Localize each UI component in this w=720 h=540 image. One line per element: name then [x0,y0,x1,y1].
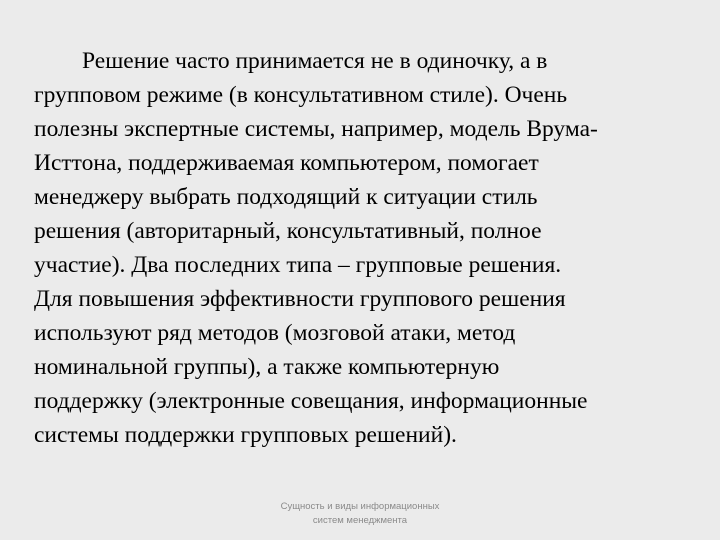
body-line: решения (авторитарный, консультативный, полное [34,218,542,244]
body-line: Исттона, поддерживаемая компьютером, помогает [34,150,539,176]
body-line: полезны экспертные системы, например, модель Врума- [34,116,598,142]
body-line: участие). Два последних типа – групповые решения. [34,252,562,278]
footer-line: систем менеджмента [312,515,408,526]
body-line: номинальной группы), а также компьютерную [34,354,500,380]
body-line: системы поддержки групповых решений). [34,422,457,448]
slide-body-text [34,44,696,452]
body-line: Для повышения эффективности группового решения [34,286,566,312]
slide-footer [210,500,510,528]
body-line: Решение часто принимается не в одиночку, а в [82,48,548,74]
footer-line: Сущность и виды информационных [280,501,440,512]
body-line: групповом режиме (в консультативном стиле). Очень [34,82,568,108]
body-line: используют ряд методов (мозговой атаки, метод [34,320,516,346]
body-line: поддержку (электронные совещания, информационные [34,388,588,414]
body-line: менеджеру выбрать подходящий к ситуации стиль [34,184,538,210]
